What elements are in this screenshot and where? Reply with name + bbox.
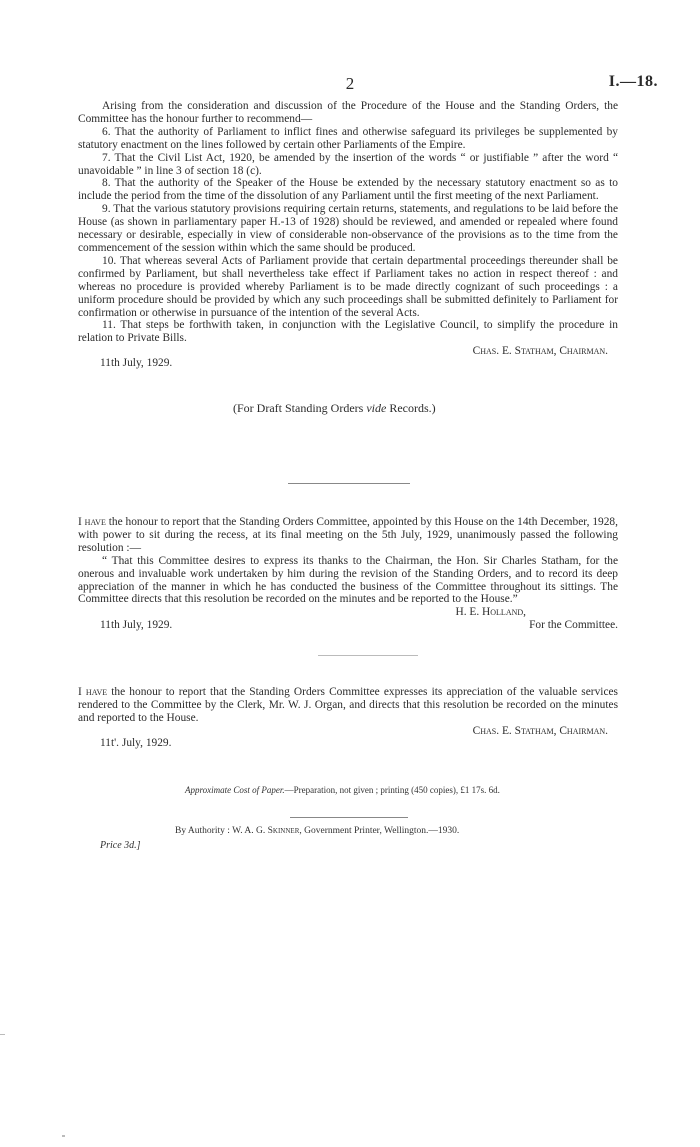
appreciation-date: 11t'. July, 1929.: [100, 736, 172, 749]
recommendation-9: 9. That the various statutory provisions requiring certain returns, statements, and regulations to be laid before the House (as shown in parliamentary paper H.-13 of 1928) should be reviewed, and amended or repealed where found necessary or desirable, especially in view of considerable non-observance of the provisions as to the time from the commencement of the session within which the same should be produced.: [78, 203, 618, 254]
resolution-opening: I have the honour to report that the Standing Orders Committee, appointed by this House on the 14th December, 1928, with power to sit during the recess, at its final meeting on the 5th July, 1929, unanimously passed the following resolution :—: [78, 516, 618, 554]
section-divider: [318, 655, 418, 656]
resolution-report: [78, 516, 618, 632]
appreciation-report: [78, 686, 618, 750]
holland-signature-name: H. E. Holland,: [455, 606, 526, 619]
recommendations-intro: Arising from the consideration and discussion of the Procedure of the House and the Standing Orders, the Committee has the honour further to recommend—: [78, 100, 618, 125]
page-number: 2: [345, 74, 355, 93]
recommendation-8: 8. That the authority of the Speaker of the House be extended by the necessary statutory enactment so as to include the period from the time of the dissolution of any Parliament until the first meeting of the next Parliament.: [78, 177, 618, 203]
footer-divider: [290, 817, 408, 818]
recommendation-6: 6. That the authority of Parliament to inflict fines and otherwise safeguard its privileges be supplemented by statutory enactment on the lines followed by certain other Parliaments of the Empire.: [78, 125, 618, 151]
printer-authority: By Authority : W. A. G. Skinner, Government Printer, Wellington.—1930.: [175, 826, 460, 836]
appreciation-text: I have the honour to report that the Standing Orders Committee expresses its appreciation of the valuable services rendered to the Committee by the Clerk, Mr. W. J. Organ, and directs that this resolution be recorded on the minutes and reported to the House.: [78, 686, 618, 724]
recommendation-10: 10. That whereas several Acts of Parliament provide that certain departmental proceedings thereunder shall be confirmed by Parliament, but shall nevertheless take effect if Parliament takes no action in respect thereof : and whereas no procedure is provided whereby Parliament is to be made directly cognizant of such proceedings : a uniform procedure should be provided by which any such proceedings shall be submitted definitely to Parliament for confirmation or otherwise in pursuance of the intention of the several Acts.: [78, 254, 618, 319]
cost-of-paper: Approximate Cost of Paper.—Preparation, not given ; printing (450 copies), £1 17s. 6d.: [185, 785, 500, 795]
report-date: 11th July, 1929.: [100, 357, 173, 370]
scan-mark: [62, 1135, 65, 1137]
chairman-signature: Chas. E. Statham, Chairman.: [472, 345, 608, 358]
scan-mark: [0, 1034, 5, 1035]
resolution-date: 11th July, 1929.: [100, 619, 173, 632]
recommendation-7: 7. That the Civil List Act, 1920, be amended by the insertion of the words “ or justifiable ” after the word “ unavoidable ” in line 3 of section 18 (c).: [78, 151, 618, 177]
holland-signature-role: For the Committee.: [529, 619, 618, 632]
chairman-signature: Chas. E. Statham, Chairman.: [472, 724, 608, 737]
recommendations-report: [78, 100, 618, 370]
resolution-text: “ That this Committee desires to express its thanks to the Chairman, the Hon. Sir Charles Statham, for the onerous and invaluable work undertaken by him during the revision of the Standing Orders, and to record its deep appreciation of the manner in which he has conducted the business of the Committee throughout its sittings. The Committee directs that this resolution be recorded on the minutes and be reported to the House.”: [78, 554, 618, 606]
paper-reference: I.—18.: [608, 73, 658, 90]
price: Price 3d.]: [100, 840, 141, 851]
draft-standing-orders-note: (For Draft Standing Orders vide Records.): [233, 401, 436, 415]
section-divider: [288, 483, 410, 484]
recommendation-11: 11. That steps be forthwith taken, in conjunction with the Legislative Council, to simplify the procedure in relation to Private Bills.: [78, 319, 618, 345]
